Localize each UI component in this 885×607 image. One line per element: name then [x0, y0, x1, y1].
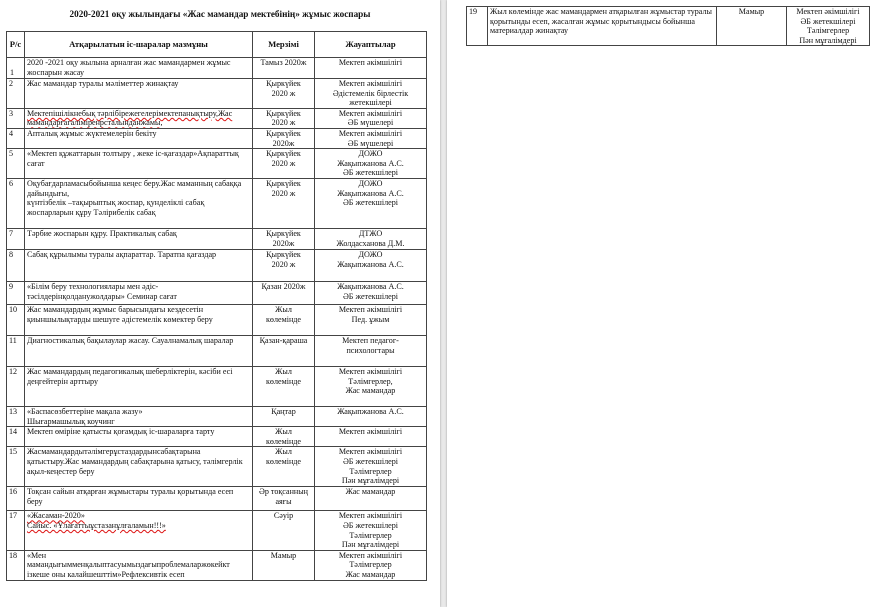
row-number: 8: [7, 249, 25, 281]
table-row: [7, 366, 427, 406]
row-number: 18: [7, 550, 25, 580]
row-date: Қаңтар: [253, 406, 315, 426]
row-responsible: Жақыпжанова А.С.: [315, 406, 427, 426]
row-number: 12: [7, 366, 25, 406]
table-row: [7, 335, 427, 366]
document-title: 2020-2021 оқу жылындағы «Жас мамандар мектебінің» жұмыс жоспары: [69, 9, 371, 19]
table-row: [7, 427, 427, 447]
row-date: Қазан-қараша: [253, 335, 315, 366]
row-date: Жыл көлемінде: [253, 427, 315, 447]
row-date: Тамыз 2020ж: [253, 58, 315, 79]
table-row: [7, 228, 427, 249]
row-content: Жасмамандардытәлімгерұстаздардынсабақтарына қатыстыру.Жас мамандардың сабақтарына қатысу, тәлімгерлік ақыл-кеңестер беру: [25, 447, 253, 487]
row-date: Қыркүйек 2020 ж: [253, 249, 315, 281]
row-responsible: Мектеп әкімшілігі ӘБ жетекшілері Тәлімгерлер Пән мұғалімдері: [315, 511, 427, 550]
row-content: Жас мамандар туралы мәліметтер жинақтау: [25, 79, 253, 109]
row-number: 17: [7, 511, 25, 550]
row-responsible: Жас мамандар: [315, 487, 427, 511]
table-body: [7, 58, 427, 581]
header-date: Мерзімі: [253, 32, 315, 58]
row-date: Мамыр: [717, 7, 787, 46]
row-content: «Мен мамандығымменқалыптасуымыздағыпроблемаларжөкейкт ізкеше оны калайшешттім»Рефлексивтік есеп: [25, 550, 253, 580]
table-row: [7, 304, 427, 335]
row-content: Сабақ құрылымы туралы ақпараттар. Таратпа қағаздар: [25, 249, 253, 281]
row-responsible: ДТЖО Жолдасханова Д.М.: [315, 228, 427, 249]
row-date: Қыркүйек 2020 ж: [253, 79, 315, 109]
row-content: Жыл көлемінде жас мамандармен атқарылған жұмыстар туралы қорытынды есеп, жасалған жұмыс қорытындысы бойынша материалдар жинақтау: [488, 7, 717, 46]
row-date: Жыл көлемінде: [253, 304, 315, 335]
table-row: [7, 511, 427, 550]
row-number-text: 1: [10, 68, 15, 78]
header-content: Атқарылатын іс-шаралар мазмұны: [25, 32, 253, 58]
row-responsible: Мектеп әкімшілігі ӘБ жетекшілері Тәлімгерлер Пән мұғалімдері: [315, 447, 427, 487]
row-date: Қазан 2020ж: [253, 281, 315, 304]
row-number: 3: [7, 108, 25, 128]
row-content: Тоқсан сайын атқарған жұмыстары туралы қорытында есеп беру: [25, 487, 253, 511]
row-responsible: Мектеп педагог- психологтары: [315, 335, 427, 366]
row-number: 16: [7, 487, 25, 511]
table-row: [7, 249, 427, 281]
row-number: 9: [7, 281, 25, 304]
row-number: 4: [7, 128, 25, 148]
row-date: Қыркүйек 2020 ж: [253, 149, 315, 179]
row-content: Тәрбие жоспарын құру. Практикалық сабақ: [25, 228, 253, 249]
row-date: Мамыр: [253, 550, 315, 580]
row-responsible: Мектеп әкімшілігі Тәлімгерлер Жас мамандар: [315, 550, 427, 580]
table-row: [7, 550, 427, 580]
continuation-table: [466, 6, 870, 46]
row-date: Жыл көлемінде: [253, 366, 315, 406]
table-row: [7, 487, 427, 511]
row-responsible: Мектеп әкімшілігі ӘБ мүшелері: [315, 108, 427, 128]
row-content: «Баспасөзбеттеріне мақала жазу» Шығармашылық коучинг: [25, 406, 253, 426]
row-responsible: Мектеп әкімшілігі ӘБ жетекшілері Тәлімгерлер Пән мұғалімдері: [787, 7, 870, 46]
table-row: [7, 447, 427, 487]
row-content: Жас мамандардың педагогикалық шеберліктерін, кәсіби есі деңгейтерін арттыру: [25, 366, 253, 406]
row-responsible: ДОЖО Жақыпжанова А.С.: [315, 249, 427, 281]
row-date: Сәуір: [253, 511, 315, 550]
row-content: Диагностикалық бақылаулар жасау. Сауалнамалық шаралар: [25, 335, 253, 366]
row-responsible: Мектеп әкімшілігі: [315, 427, 427, 447]
row-date: Әр тоқсанның аяғы: [253, 487, 315, 511]
row-content: Жас мамандардың жұмыс барысындағы кездесетін қиыншылықтарды шешуге әдістемелік көмектер беру: [25, 304, 253, 335]
row-number: 5: [7, 149, 25, 179]
row-content: «Мектеп құжаттарын толтыру , жеке іс-қағаздар»Ақпараттық сағат: [25, 149, 253, 179]
row-content: Апталық жұмыс жүктемелерін бекіту: [25, 128, 253, 148]
row-number: [7, 58, 25, 79]
row-number: 11: [7, 335, 25, 366]
row-number: 19: [467, 7, 488, 46]
work-plan-table: [6, 31, 427, 581]
row-number: 7: [7, 228, 25, 249]
row-responsible: Мектеп әкімшілігі ӘБ мүшелері: [315, 128, 427, 148]
table-row: [7, 149, 427, 179]
row-number: 15: [7, 447, 25, 487]
table-row: [467, 7, 870, 46]
header-number: Р/с: [7, 32, 25, 58]
row-content: «Білім беру технологиялары мен әдіс-тәсілдерінқолданужолдары» Семинар сағат: [25, 281, 253, 304]
document-page-1: [0, 0, 440, 607]
row-responsible: ДОЖО Жақыпжанова А.С. ӘБ жетекшілері: [315, 149, 427, 179]
table-row: [7, 58, 427, 79]
table-row: [7, 128, 427, 148]
row-responsible: Мектеп әкімшілігі: [315, 58, 427, 79]
row-responsible: Мектеп әкімшілігі Тәлімгерлер, Жас мамандар: [315, 366, 427, 406]
document-page-2: [447, 0, 885, 607]
table-row: [7, 108, 427, 128]
row-content: 2020 -2021 оқу жылына арналған жас мамандармен жұмыс жоспарын жасау: [25, 58, 253, 79]
row-date: Қыркүйек 2020ж: [253, 228, 315, 249]
row-content: «Жасаман-2020» Сайыс. «Ұлағаттыұстазанұлғаламын!!!»: [25, 511, 253, 550]
row-number: 2: [7, 79, 25, 109]
row-responsible: Мектеп әкімшілігі Пед. ұжым: [315, 304, 427, 335]
table-row: [7, 79, 427, 109]
header-responsible: Жауаптылар: [315, 32, 427, 58]
row-date: Қыркүйек 2020ж: [253, 128, 315, 148]
row-responsible: ДОЖО Жақыпжанова А.С. ӘБ жетекшілері: [315, 178, 427, 228]
row-number: 14: [7, 427, 25, 447]
row-responsible: Мектеп әкімшілігі Әдістемелік бірлестік жетекшілері: [315, 79, 427, 109]
row-date: Қыркүйек 2020 ж: [253, 108, 315, 128]
table-row: [7, 406, 427, 426]
row-date: Қыркүйек 2020 ж: [253, 178, 315, 228]
row-responsible: Жақыпжанова А.С. ӘБ жетекшілері: [315, 281, 427, 304]
row-content: Мектепішілікнебық тәрлібірежегелерімектепанықтыру,Жас мамандарғагаліміренрсталынданжамы,: [25, 108, 253, 128]
row-content: Мектеп өміріне қатысты қоғамдық іс-шараларға тарту: [25, 427, 253, 447]
row-number: 13: [7, 406, 25, 426]
row-number: 10: [7, 304, 25, 335]
table-row: [7, 178, 427, 228]
row-number: 6: [7, 178, 25, 228]
table-row: [7, 281, 427, 304]
row-date: Жыл көлемінде: [253, 447, 315, 487]
row-content: Оқубағдарламасыбойынша кеңес беру.Жас маманның сабаққа дайындығы, күнтізбелік –тақырыптық жоспар, қунделіклі сабақ жоспарларын құру Тәлірибелік сабақ: [25, 178, 253, 228]
